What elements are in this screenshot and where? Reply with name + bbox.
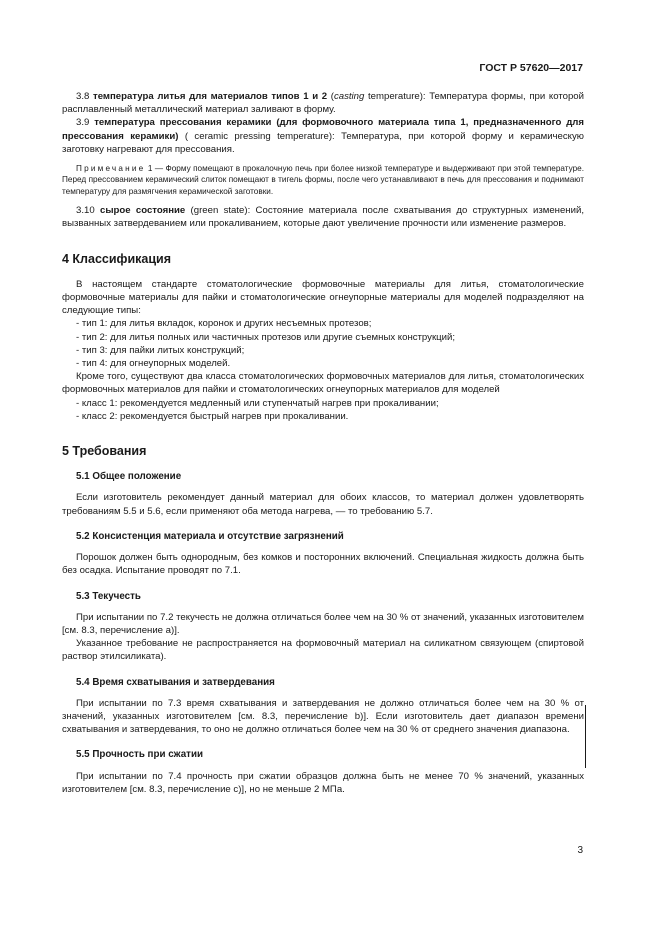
subsection-5-3-text: Указанное требование не распространяется на формовочный материал на силикатном связующем (спиртовой раствор этилсиликата). <box>62 638 584 663</box>
section-4-intro: В настоящем стандарте стоматологические формовочные материалы для литья, стоматологические формовочные материалы для пайки и стоматологические огнеупорные материалы для моделей подразделяют на следующие типы: <box>62 278 584 317</box>
clause-number: 3.8 <box>76 91 90 102</box>
subsection-5-1-title: 5.1 Общее положение <box>76 471 182 483</box>
type-item: - тип 1: для литья вкладок, коронок и других несъемных протезов; <box>76 318 372 330</box>
note-number: 1 <box>145 164 153 174</box>
page-number: 3 <box>577 845 583 856</box>
definition-text: ( ceramic pressing temperature): Температура, при которой форму и керамическую заготовку нагревают для прессования. <box>62 130 584 155</box>
definition-text: (green state): Состояние материала после схватывания до структурных изменений, вызванных затвердеванием или прокаливанием, которые дают увеличение прочности или изменение размеров. <box>62 205 584 230</box>
page-content <box>62 90 584 796</box>
subsection-5-2-text: Порошок должен быть однородным, без комков и посторонних включений. Специальная жидкость должна быть без осадка. Испытание проводят по 7.1. <box>62 552 584 577</box>
clause-number: 3.10 <box>76 205 95 217</box>
type-item: - тип 2: для литья полных или частичных протезов или другие съемных конструкций; <box>76 331 456 343</box>
type-item: - тип 4: для огнеупорных моделей. <box>76 358 231 370</box>
subsection-5-4-text: При испытании по 7.3 время схватывания и затвердевания не должно отличаться более чем на 30 % от значений, указанных изготовителем [см. 8.3, перечисление b)]. Если изготовитель дает диапазон времени схватывания и затвердевания, то оно не должно отличаться более чем на 30 % от среднего значения диапазона. <box>62 697 584 736</box>
subsection-5-5-text: При испытании по 7.4 прочность при сжатии образцов должна быть не менее 70 % значений, указанных изготовителем [см. 8.3, перечисление с)], но не меньше 2 МПа. <box>62 770 584 795</box>
definition-text: Температура формы, при которой расплавленный металлический материал заливают в форму. <box>62 91 584 116</box>
term: температура литья для материалов типов 1 и 2 <box>93 91 328 102</box>
note-label: Примечание <box>76 164 146 174</box>
subsection-5-3-text: При испытании по 7.2 текучесть не должна отличаться более чем на 30 % от значений, указанных изготовителем [см. 8.3, перечисление а)]. <box>62 611 584 636</box>
term-english-rest: temperature): <box>364 91 430 102</box>
term-english: casting <box>333 91 365 102</box>
definition-3-8 <box>62 90 584 116</box>
subsection-5-1-text: Если изготовитель рекомендует данный материал для обоих классов, то материал должен удовлетворять требованиям 5.5 и 5.6, если применяют оба метода нагрева, — то требованию 5.7. <box>62 492 584 517</box>
section-4-title: 4 Классификация <box>62 251 172 266</box>
subsection-5-3-title: 5.3 Текучесть <box>76 590 141 602</box>
note-text: — Форму помещают в прокалочную печь при более низкой температуре и выдерживают при этой температуре. Перед прессованием керамический слиток помещают в тигель формы, после чего устанавливают в печь для прессования и поднимают температуру для размягчения керамической заготовки. <box>62 164 584 196</box>
term: сырое состояние <box>100 205 186 217</box>
subsection-5-4-title: 5.4 Время схватывания и затвердевания <box>76 676 275 688</box>
term: температура прессования керамики (для формовочного материала типа 1, предназначенного для прессования керамики) <box>62 117 584 142</box>
paren: ( <box>327 91 334 102</box>
definition-3-9 <box>62 116 584 156</box>
section-5-title: 5 Требования <box>62 444 147 459</box>
clause-number: 3.9 <box>76 117 90 129</box>
change-bar <box>585 705 586 768</box>
definition-3-10 <box>62 204 584 230</box>
class-item: - класс 1: рекомендуется медленный или ступенчатый нагрев при прокаливании; <box>76 397 439 409</box>
subsection-5-2-title: 5.2 Консистенция материала и отсутствие загрязнений <box>76 530 344 542</box>
type-item: - тип 3: для пайки литых конструкций; <box>76 344 245 356</box>
class-item: - класс 2: рекомендуется быстрый нагрев при прокаливании. <box>76 410 349 422</box>
subsection-5-5-title: 5.5 Прочность при сжатии <box>76 749 204 761</box>
note-1 <box>62 163 584 197</box>
classes-intro: Кроме того, существуют два класса стоматологических формовочных материалов для литья, стоматологических формовочных материалов для пайки и стоматологических огнеупорных материалов для моделей <box>62 371 584 396</box>
document-id: ГОСТ Р 57620—2017 <box>479 62 583 74</box>
